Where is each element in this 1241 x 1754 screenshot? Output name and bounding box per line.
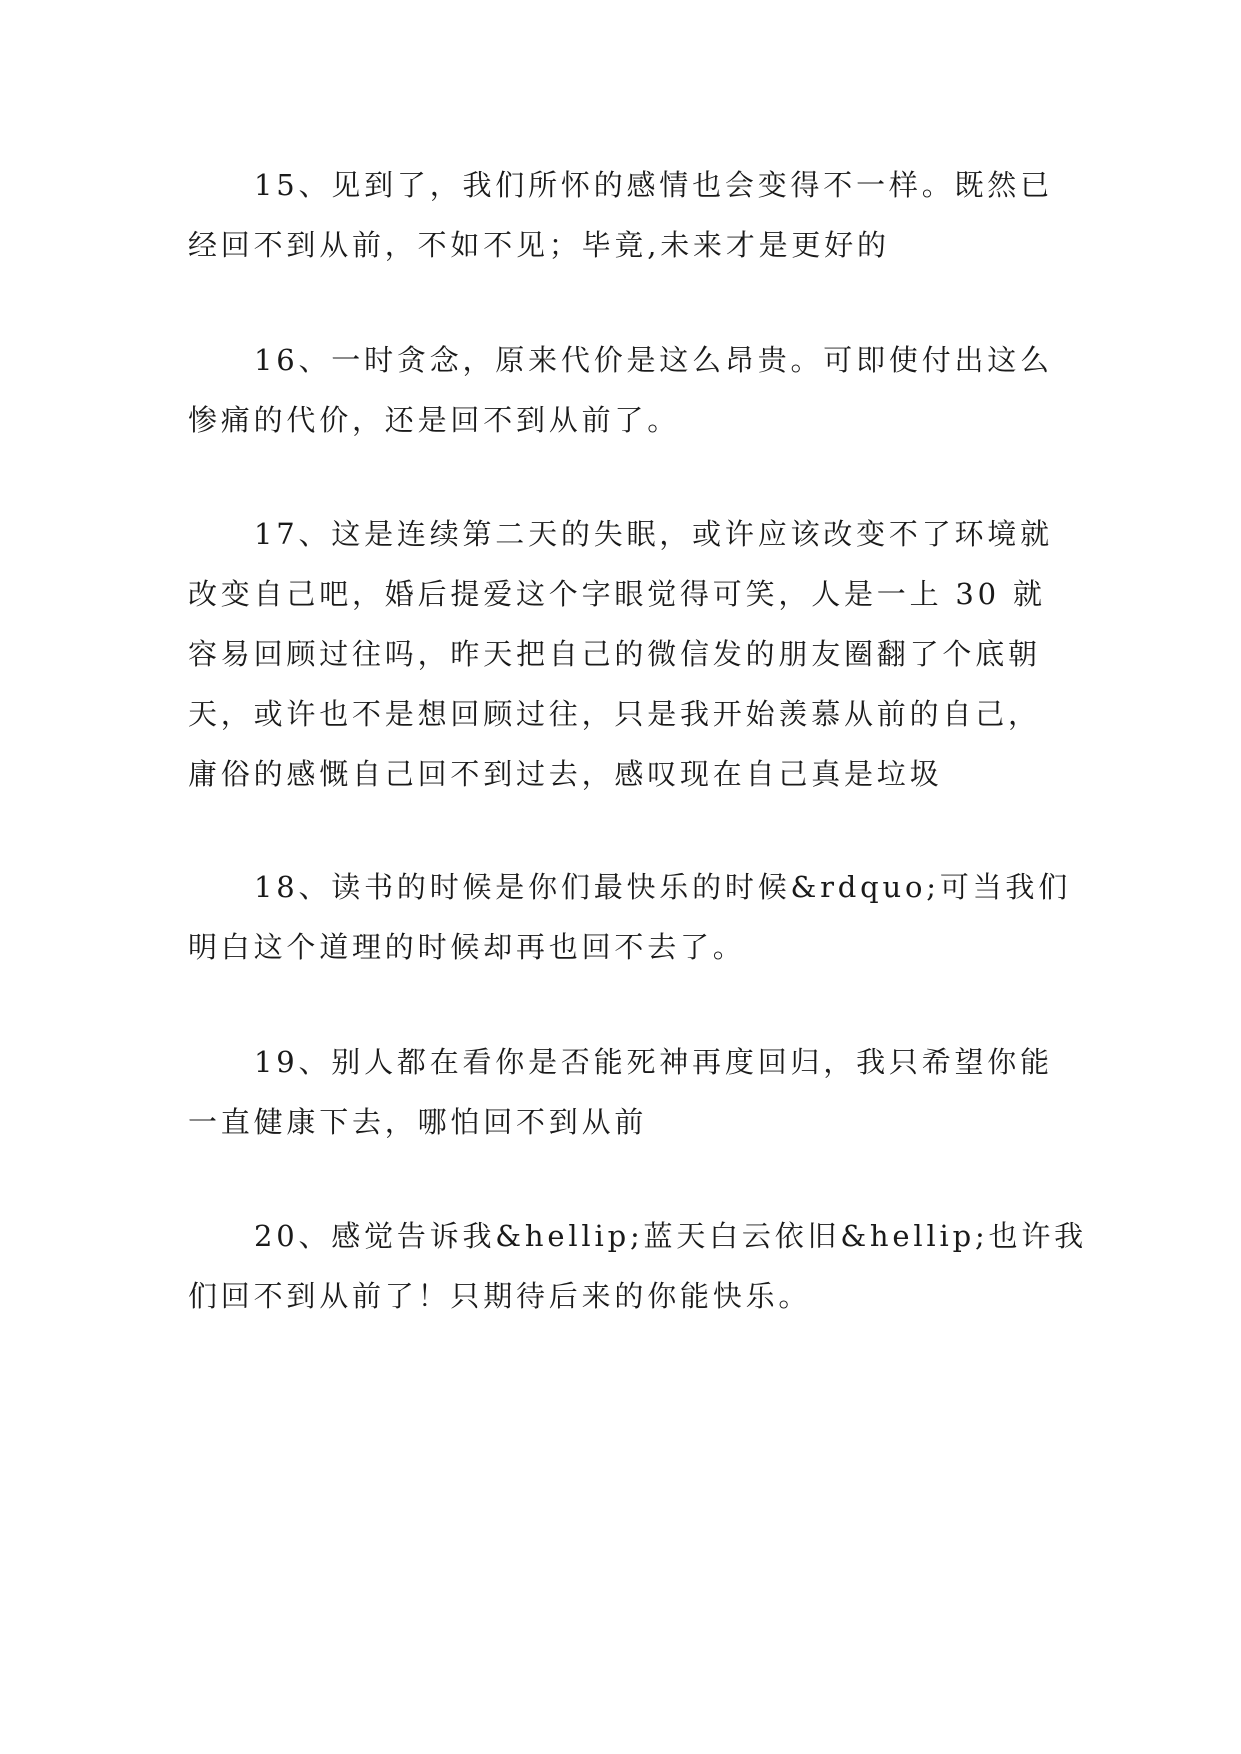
paragraph-20 bbox=[188, 1206, 1087, 1326]
paragraph-line: 惨痛的代价，还是回不到从前了。 bbox=[188, 403, 681, 437]
paragraph-line: 改变自己吧，婚后提爱这个字眼觉得可笑，人是一上 30 就 bbox=[188, 577, 1046, 611]
paragraph-18 bbox=[188, 857, 1072, 977]
paragraph-line: 20、感觉告诉我&hellip;蓝天白云依旧&hellip;也许我 bbox=[254, 1219, 1087, 1253]
paragraph-line: 庸俗的感慨自己回不到过去，感叹现在自己真是垃圾 bbox=[188, 757, 943, 791]
paragraph-line: 们回不到从前了！只期待后来的你能快乐。 bbox=[188, 1279, 812, 1313]
paragraph-16 bbox=[188, 330, 1053, 450]
paragraph-line: 一直健康下去，哪怕回不到从前 bbox=[188, 1105, 648, 1139]
paragraph-line: 19、别人都在看你是否能死神再度回归，我只希望你能 bbox=[254, 1045, 1053, 1079]
paragraph-line: 16、一时贪念，原来代价是这么昂贵。可即使付出这么 bbox=[254, 343, 1053, 377]
paragraph-line: 天，或许也不是想回顾过往，只是我开始羡慕从前的自己， bbox=[188, 697, 1041, 731]
paragraph-line: 15、见到了，我们所怀的感情也会变得不一样。既然已 bbox=[254, 168, 1053, 202]
paragraph-line: 18、读书的时候是你们最快乐的时候&rdquo;可当我们 bbox=[254, 870, 1072, 904]
paragraph-19 bbox=[188, 1032, 1053, 1152]
paragraph-15 bbox=[188, 155, 1053, 275]
paragraph-line: 17、这是连续第二天的失眠，或许应该改变不了环境就 bbox=[254, 517, 1053, 551]
paragraph-line: 经回不到从前，不如不见；毕竟,未来才是更好的 bbox=[188, 228, 890, 262]
paragraph-line: 容易回顾过往吗，昨天把自己的微信发的朋友圈翻了个底朝 bbox=[188, 637, 1041, 671]
paragraph-line: 明白这个道理的时候却再也回不去了。 bbox=[188, 930, 746, 964]
paragraph-17 bbox=[188, 504, 1053, 804]
